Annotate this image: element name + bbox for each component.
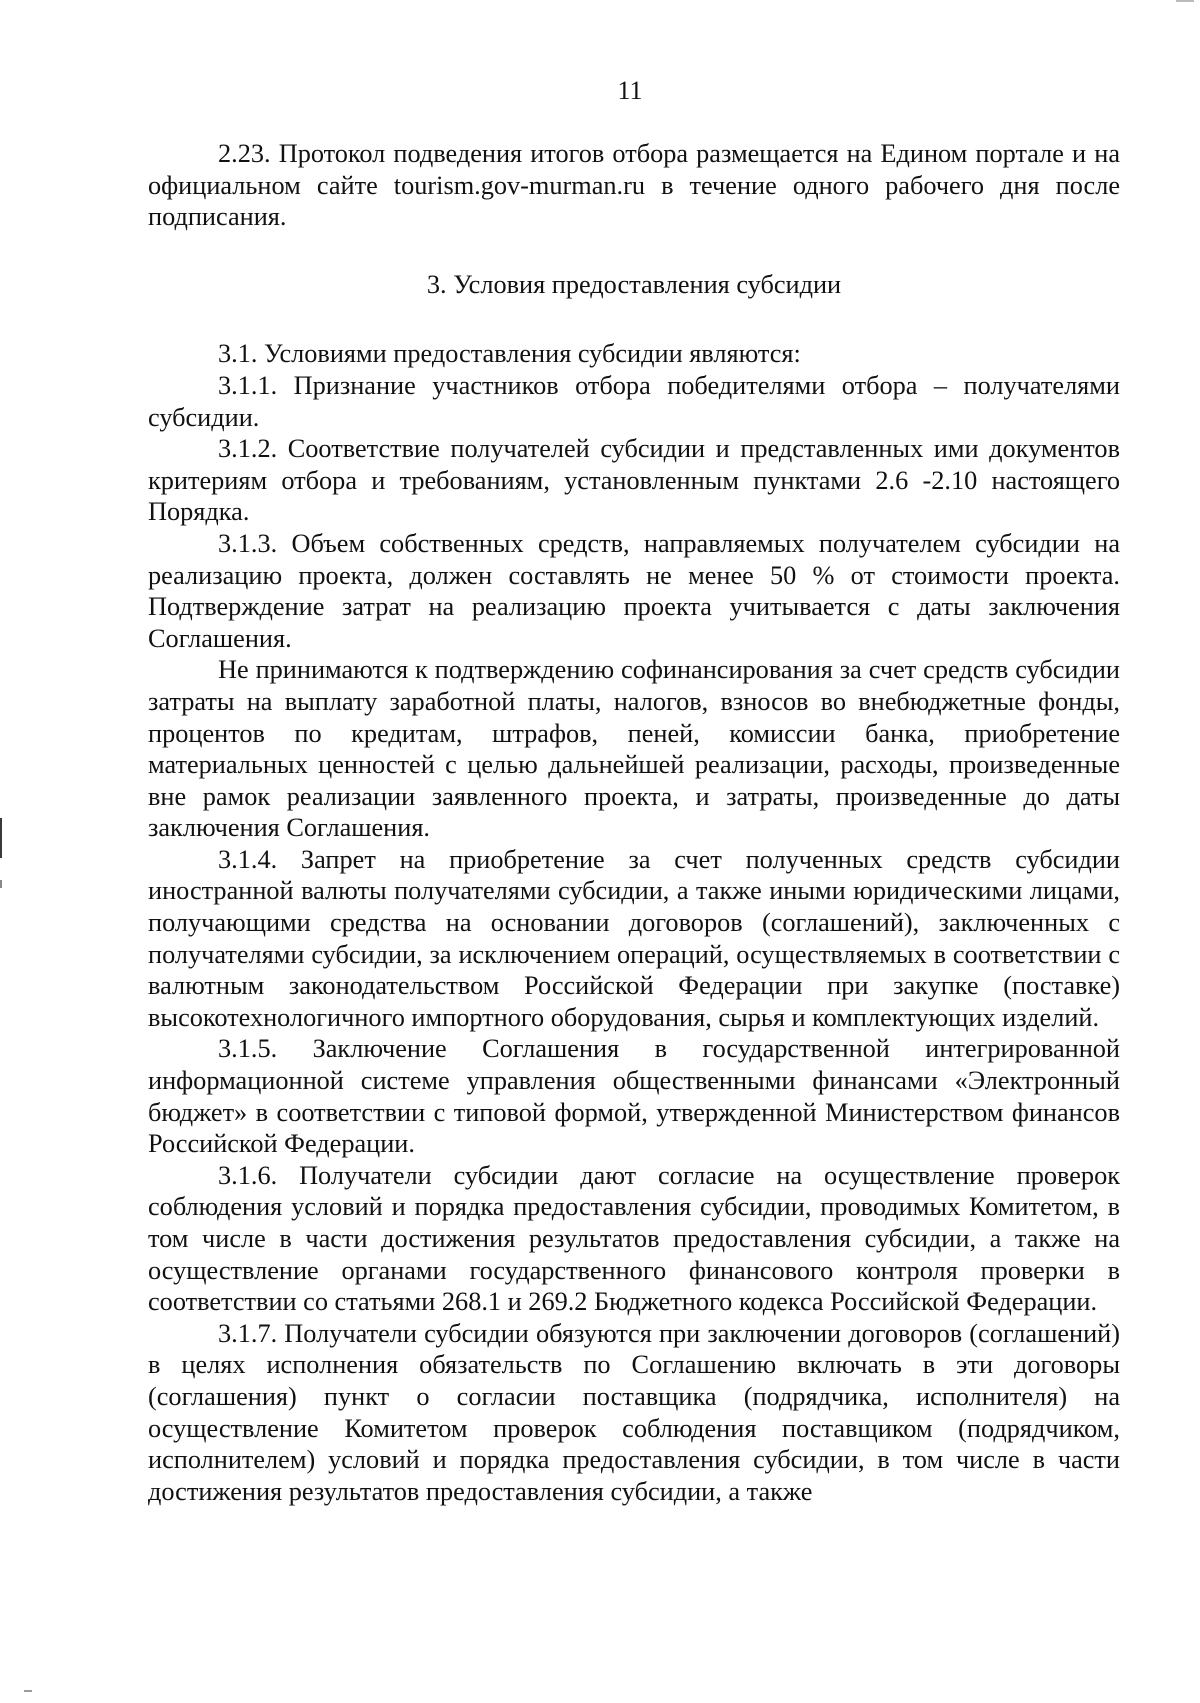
- scan-artifact: [1176, 0, 1194, 2]
- section-heading-3: 3. Условия предоставления субсидии: [426, 269, 842, 299]
- scan-artifact: [0, 818, 2, 858]
- scan-artifact: [0, 880, 2, 888]
- paragraph-3-1-2: 3.1.2. Соответствие получателей субсидии и представленных ими документов критериям отбора и требованиям, установленным пунктами 2.6 -2.10 настоящего Порядка.: [148, 434, 1120, 527]
- page-number: 11: [617, 76, 643, 105]
- paragraph-3-1-7: 3.1.7. Получатели субсидии обязуются при заключении договоров (соглашений) в целях исполнения обязательств по Соглашению включать в эти договоры (соглашения) пункт о согласии поставщика (подрядчика, исполнителя) на осуществление Комитетом проверок соблюдения поставщиком (подрядчиком, исполнителем) условий и порядка предоставления субсидии, в том числе в части достижения результатов предоставления субсидии, а также: [148, 1318, 1120, 1506]
- paragraph-3-1-6: 3.1.6. Получатели субсидии дают согласие на осуществление проверок соблюдения условий и порядка предоставления субсидии, проводимых Комитетом, в том числе в части достижения результатов предоставления субсидии, а также на осуществление органами государственного финансового контроля проверки в соответствии со статьями 268.1 и 269.2 Бюджетного кодекса Российской Федерации.: [148, 1160, 1120, 1317]
- scan-artifact: [24, 1690, 32, 1692]
- paragraph-3-1-3-continued: Не принимаются к подтверждению софинансирования за счет средств субсидии затраты на выплату заработной платы, налогов, взносов во внебюджетные фонды, процентов по кредитам, штрафов, пеней, комиссии банка, приобретение материальных ценностей с целью дальнейшей реализации, расходы, произведенные вне рамок реализации заявленного проекта, и затраты, произведенные до даты заключения Соглашения.: [148, 655, 1120, 843]
- paragraph-3-1-3: 3.1.3. Объем собственных средств, направляемых получателем субсидии на реализацию проекта, должен составлять не менее 50 % от стоимости проекта. Подтверждение затрат на реализацию проекта учитывается с даты заключения Соглашения.: [148, 528, 1120, 653]
- paragraph-3-1-4: 3.1.4. Запрет на приобретение за счет полученных средств субсидии иностранной валюты получателями субсидии, а также иными юридическими лицами, получающими средства на основании договоров (соглашений), заключенных с получателями субсидии, за исключением операций, осуществляемых в соответствии с валютным законодательством Российской Федерации при закупке (поставке) высокотехнологичного импортного оборудования, сырья и комплектующих изделий.: [148, 844, 1120, 1032]
- paragraph-2-23: 2.23. Протокол подведения итогов отбора размещается на Едином портале и на официальном сайте tourism.gov-murman.ru в течение одного рабочего дня после подписания.: [148, 139, 1120, 232]
- document-body: [148, 138, 1120, 1507]
- paragraph-3-1: 3.1. Условиями предоставления субсидии являются:: [218, 339, 801, 369]
- paragraph-3-1-1: 3.1.1. Признание участников отбора победителями отбора – получателями субсидии.: [148, 370, 1120, 432]
- paragraph-3-1-5: 3.1.5. Заключение Соглашения в государственной интегрированной информационной системе управления общественными финансами «Электронный бюджет» в соответствии с типовой формой, утвержденной Министерством финансов Российской Федерации.: [148, 1034, 1120, 1159]
